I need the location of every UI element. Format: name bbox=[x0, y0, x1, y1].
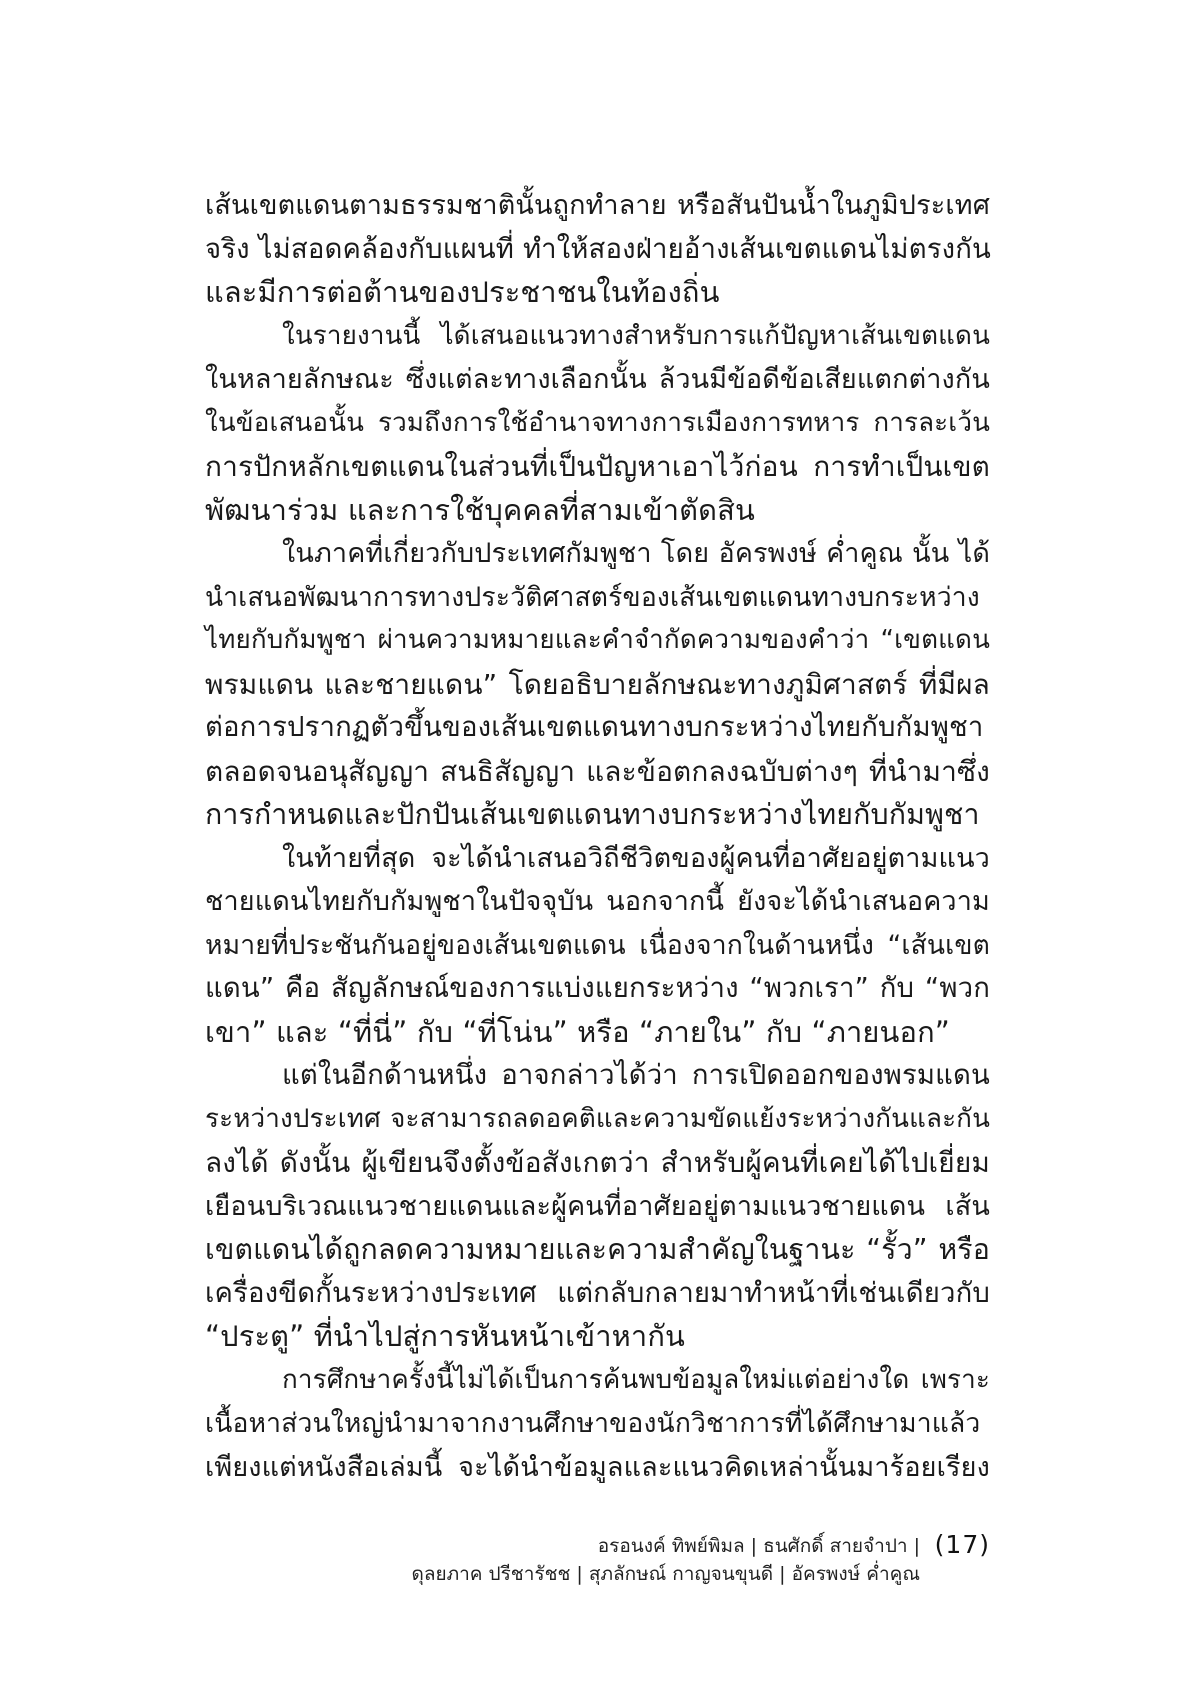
text-line: หมายที่ประชันกันอยู่ของเส้นเขตแดน เนื่องจากในด้านหนึ่ง “เส้นเขต bbox=[205, 929, 990, 961]
footer-authors bbox=[411, 1532, 920, 1588]
text-line: ในหลายลักษณะ ซึ่งแต่ละทางเลือกนั้น ล้วนมีข้อดีข้อเสียแตกต่างกัน bbox=[205, 364, 990, 395]
text-line: “ประตู” ที่นำไปสู่การหันหน้าเข้าหากัน bbox=[205, 1319, 686, 1353]
text-line: พรมแดน และชายแดน” โดยอธิบายลักษณะทางภูมิศาสตร์ ที่มีผล bbox=[205, 667, 990, 701]
page-number: (17) bbox=[934, 1530, 990, 1559]
footer-authors-line-2: ดุลยภาค ปรีชารัชช | สุภลักษณ์ กาญจนขุนดี | อัครพงษ์ ค่ำคูณ bbox=[411, 1563, 920, 1585]
text-line: การปักหลักเขตแดนในส่วนที่เป็นปัญหาเอาไว้ก่อน การทำเป็นเขต bbox=[205, 450, 990, 483]
text-line: เพียงแต่หนังสือเล่มนี้ จะได้นำข้อมูลและแนวคิดเหล่านั้นมาร้อยเรียง bbox=[205, 1451, 990, 1483]
text-line: ในท้ายที่สุด จะได้นำเสนอวิถีชีวิตของผู้คนที่อาศัยอยู่ตามแนว bbox=[282, 842, 990, 874]
text-line: ต่อการปรากฏตัวขึ้นของเส้นเขตแดนทางบกระหว่างไทยกับกัมพูชา bbox=[205, 711, 984, 743]
text-line: เส้นเขตแดนตามธรรมชาตินั้นถูกทำลาย หรือสันปันน้ำในภูมิประเทศ bbox=[205, 190, 990, 221]
text-line: เขา” และ “ที่นี่” กับ “ที่โน่น” หรือ “ภายใน” กับ “ภายนอก” bbox=[205, 1014, 950, 1049]
text-line: ลงได้ ดังนั้น ผู้เขียนจึงตั้งข้อสังเกตว่า สำหรับผู้คนที่เคยได้ไปเยี่ยม bbox=[205, 1146, 990, 1179]
text-line: การศึกษาครั้งนี้ไม่ได้เป็นการค้นพบข้อมูลใหม่แต่อย่างใด เพราะ bbox=[282, 1364, 990, 1395]
text-line: และมีการต่อต้านของประชาชนในท้องถิ่น bbox=[205, 275, 720, 309]
text-line: เยือนบริเวณแนวชายแดนและผู้คนที่อาศัยอยู่ตามแนวชายแดน เส้น bbox=[205, 1190, 990, 1222]
text-line: ระหว่างประเทศ จะสามารถลดอคติและความขัดแย้งระหว่างกันและกัน bbox=[205, 1103, 990, 1134]
page-footer bbox=[300, 1532, 990, 1602]
text-line: ชายแดนไทยกับกัมพูชาในปัจจุบัน นอกจากนี้ ยังจะได้นำเสนอความ bbox=[205, 886, 990, 917]
text-line: ตลอดจนอนุสัญญา สนธิสัญญา และข้อตกลงฉบับต่างๆ ที่นำมาซึ่ง bbox=[205, 754, 990, 788]
text-line: ในภาคที่เกี่ยวกับประเทศกัมพูชา โดย อัครพงษ์ ค่ำคูณ นั้น ได้ bbox=[282, 538, 990, 569]
text-line: ในข้อเสนอนั้น รวมถึงการใช้อำนาจทางการเมืองการทหาร การละเว้น bbox=[205, 407, 990, 438]
text-line: แต่ในอีกด้านหนึ่ง อาจกล่าวได้ว่า การเปิดออกของพรมแดน bbox=[282, 1059, 990, 1091]
text-line: พัฒนาร่วม และการใช้บุคคลที่สามเข้าตัดสิน bbox=[205, 492, 755, 527]
text-line: การกำหนดและปักปันเส้นเขตแดนทางบกระหว่างไทยกับกัมพูชา bbox=[205, 798, 980, 831]
body-text bbox=[205, 184, 990, 1489]
text-line: แดน” คือ สัญลักษณ์ของการแบ่งแยกระหว่าง “พวกเรา” กับ “พวก bbox=[205, 972, 990, 1004]
footer-authors-line-1: อรอนงค์ ทิพย์พิมล | ธนศักดิ์ สายจำปา | bbox=[597, 1535, 920, 1557]
text-line: เครื่องขีดกั้นระหว่างประเทศ แต่กลับกลายมาทำหน้าที่เช่นเดียวกับ bbox=[205, 1276, 990, 1309]
text-line: นำเสนอพัฒนาการทางประวัติศาสตร์ของเส้นเขตแดนทางบกระหว่าง bbox=[205, 581, 980, 613]
text-line: จริง ไม่สอดคล้องกับแผนที่ ทำให้สองฝ่ายอ้างเส้นเขตแดนไม่ตรงกัน bbox=[205, 232, 991, 265]
text-line: เนื้อหาส่วนใหญ่นำมาจากงานศึกษาของนักวิชาการที่ได้ศึกษามาแล้ว bbox=[205, 1408, 981, 1439]
text-line: เขตแดนได้ถูกลดความหมายและความสำคัญในฐานะ “รั้ว” หรือ bbox=[205, 1233, 990, 1266]
text-line: ในรายงานนี้ ได้เสนอแนวทางสำหรับการแก้ปัญหาเส้นเขตแดน bbox=[282, 320, 990, 351]
text-line: ไทยกับกัมพูชา ผ่านความหมายและคำจำกัดความของคำว่า “เขตแดน bbox=[205, 625, 990, 655]
